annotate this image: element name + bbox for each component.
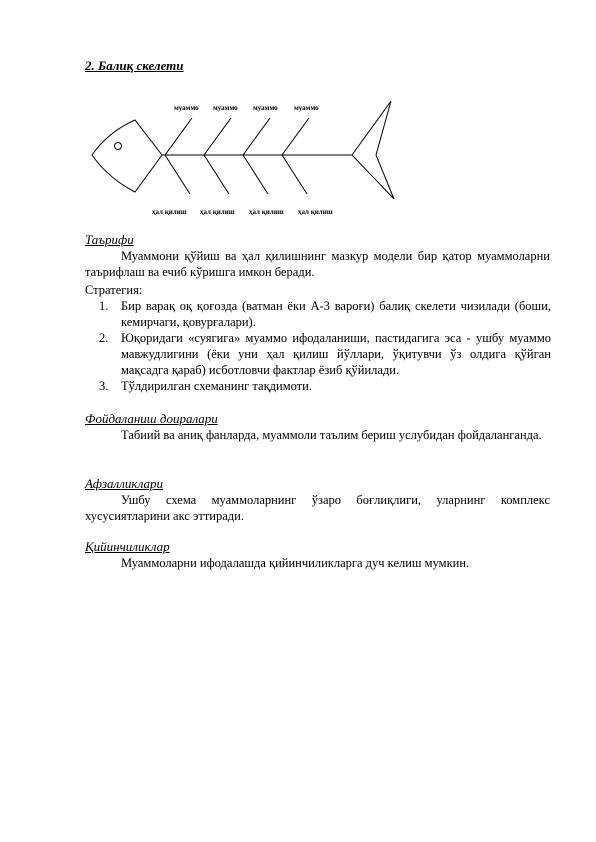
list-item bbox=[85, 330, 551, 378]
strategy-list bbox=[85, 298, 551, 394]
solution-label: ҳал қилиш bbox=[152, 208, 187, 216]
lower-bone bbox=[243, 155, 268, 194]
lower-bone bbox=[204, 155, 229, 194]
list-text: Юқоридаги «суягига» муаммо ифодаланиши, пастидагига эса - ушбу муаммо мавжудлигини (ёки уни ҳал қилиш йўллари, ўқитувчи ўз олдига қўйган мақсадга қараб) исботловчи фактлар ёзиб қўйилади. bbox=[121, 331, 551, 377]
upper-bone bbox=[165, 118, 192, 155]
upper-bone bbox=[282, 118, 309, 155]
section-title: 2. Балиқ скелети bbox=[85, 58, 184, 73]
definition-text: Муаммони қўйиш ва ҳал қилишнинг мазкур модели бир қатор муаммоларни таърифлаш ва ечиб кўришга имкон беради. bbox=[85, 249, 550, 279]
difficulties-paragraph bbox=[85, 555, 550, 571]
fish-tail bbox=[352, 101, 394, 199]
list-number: 3. bbox=[99, 379, 109, 393]
list-item bbox=[85, 298, 551, 330]
fish-eye bbox=[115, 143, 122, 150]
definition-heading: Таърифи bbox=[85, 232, 134, 247]
lower-bone bbox=[165, 155, 190, 194]
upper-bone bbox=[204, 118, 231, 155]
problem-label: муаммо bbox=[174, 104, 199, 112]
difficulties-heading: Қийинчиликлар bbox=[85, 539, 170, 554]
problem-label: муаммо bbox=[294, 104, 319, 112]
solution-label: ҳал қилиш bbox=[298, 208, 333, 216]
advantages-paragraph bbox=[85, 492, 550, 524]
fish-head bbox=[92, 120, 162, 192]
strategy-label: Стратегия: bbox=[85, 283, 143, 297]
list-item bbox=[85, 378, 551, 394]
solution-label: ҳал қилиш bbox=[200, 208, 235, 216]
upper-bone bbox=[243, 118, 270, 155]
usage-heading: Фойдаланиш доиралари bbox=[85, 411, 218, 426]
advantages-text: Ушбу схема муаммоларнинг ўзаро боғлиқлиги, уларнинг комплекс хусусиятларини акс эттиради. bbox=[85, 493, 550, 523]
problem-label: муаммо bbox=[253, 104, 278, 112]
usage-text: Табиий ва аниқ фанларда, муаммоли таълим бериш услубидан фойдаланганда. bbox=[121, 428, 542, 442]
lower-bone bbox=[282, 155, 307, 194]
list-number: 1. bbox=[99, 299, 109, 313]
usage-paragraph bbox=[85, 427, 550, 443]
list-text: Бир варақ оқ қоғозда (ватман ёки А-3 вароғи) балиқ скелети чизилади (боши, кемирчаги, қовурғалари). bbox=[121, 299, 551, 329]
definition-paragraph bbox=[85, 248, 550, 280]
list-number: 2. bbox=[99, 331, 109, 345]
list-text: Тўлдирилган схеманинг тақдимоти. bbox=[121, 379, 312, 393]
advantages-heading: Афзалликлари bbox=[85, 476, 164, 491]
difficulties-text: Муаммоларни ифодалашда қийинчиликларга дуч келиш мумкин. bbox=[121, 556, 470, 570]
problem-label: муаммо bbox=[213, 104, 238, 112]
solution-label: ҳал қилиш bbox=[249, 208, 284, 216]
